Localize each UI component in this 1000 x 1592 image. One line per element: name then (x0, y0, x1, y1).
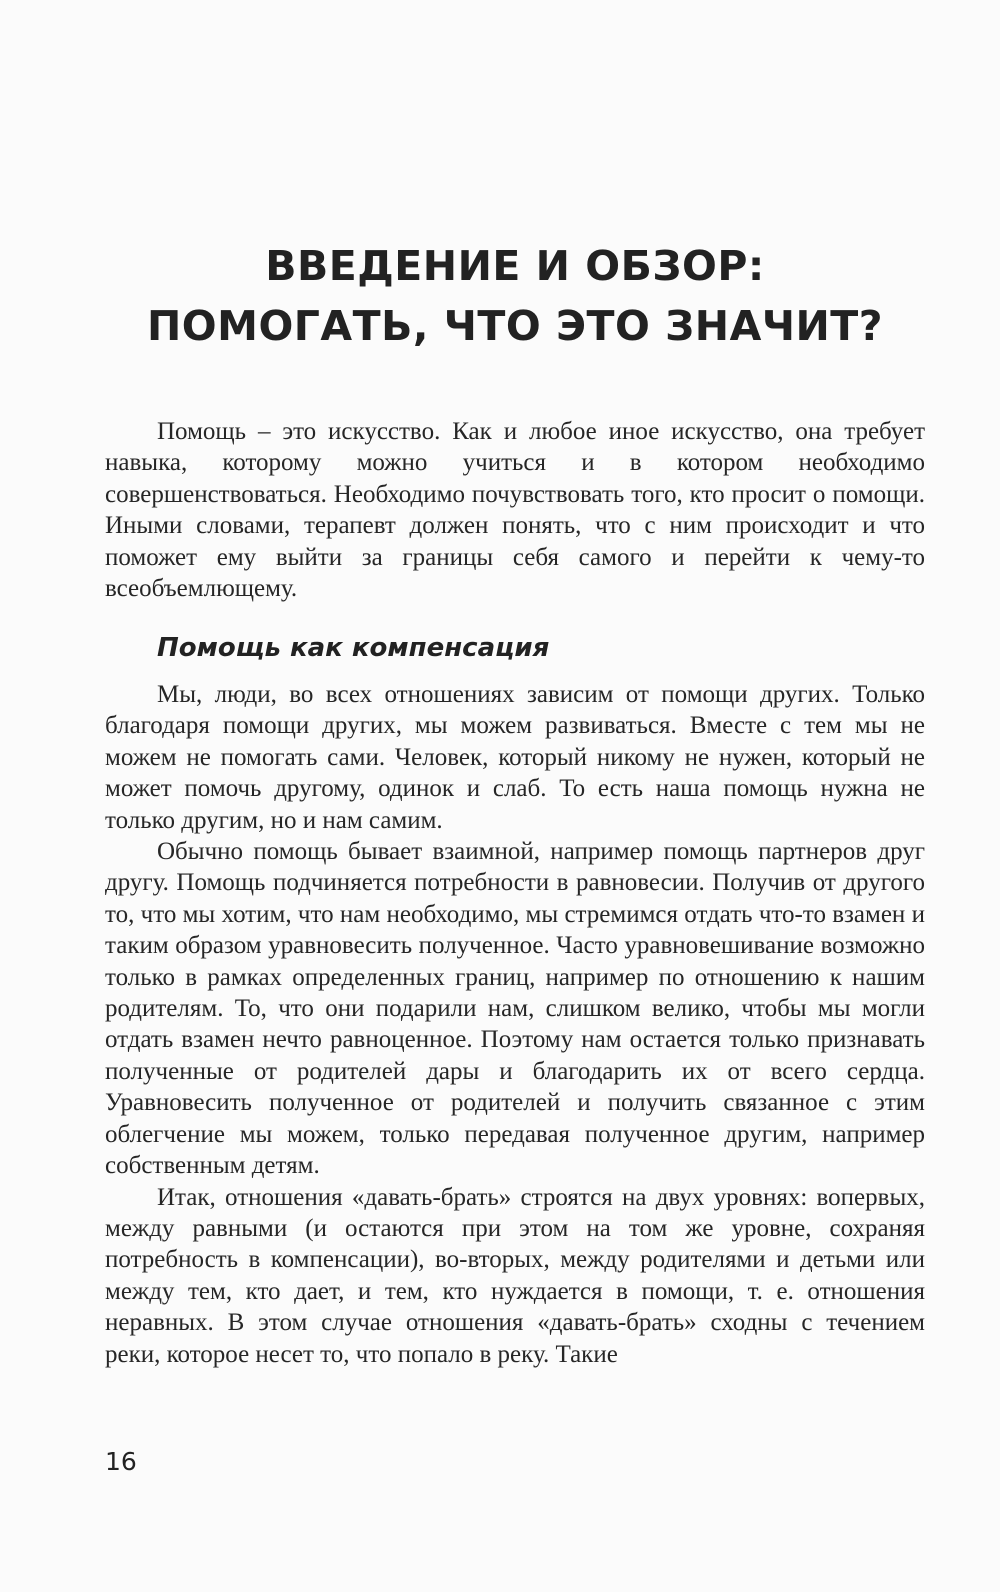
title-line-2: ПОМОГАТЬ, ЧТО ЭТО ЗНАЧИТ? (146, 302, 884, 350)
page-number: 16 (105, 1447, 137, 1476)
intro-block (105, 416, 925, 604)
paragraph: Итак, отношения «давать-брать» строятся на двух уровнях: вопервых, между равными (и остаются при этом на том же уровне, сохраняя потребность в компенсации), во-вторых, между родителями и детьми или между тем, кто дает, и тем, кто нуждается в помощи, т. е. отношения неравных. В этом случае отношения «давать-брать» сходны с течением реки, которое несет то, что попало в реку. Такие (105, 1183, 925, 1368)
section-heading: Помощь как компенсация (157, 633, 550, 663)
paragraph: Обычно помощь бывает взаимной, например помощь партнеров друг другу. Помощь подчиняется потребности в равновесии. Получив от другого то, что мы хотим, что нам необходимо, мы стремимся отдать что-то взамен и таким образом уравновесить полученное. Часто уравновешивание возможно только в рамках определенных границ, например по отношению к нашим родителям. То, что они подарили нам, слишком велико, чтобы мы могли отдать взамен нечто равноценное. Поэтому нам остается только признавать полученные от родителей дары и благодарить их от всего сердца. Уравновесить полученное от родителей и получить связанное с этим облегчение мы можем, только передавая полученное другим, например собственным детям. (105, 838, 925, 1180)
page-title (105, 236, 925, 356)
section-body (105, 679, 925, 1370)
paragraph: Мы, люди, во всех отношениях зависим от помощи других. Только благодаря помощи других, мы можем развиваться. Вместе с тем мы не можем не помогать сами. Человек, который никому не нужен, который не может помочь другому, одинок и слаб. То есть наша помощь нужна не только другим, но и нам самим. (105, 681, 925, 834)
title-line-1: ВВЕДЕНИЕ И ОБЗОР: (265, 242, 765, 290)
intro-paragraph: Помощь – это искусство. Как и любое иное искусство, она требует навыка, которому можно учиться и в котором необходимо совершенствоваться. Необходимо почувствовать того, кто просит о помощи. Иными словами, терапевт должен понять, что с ним происходит и что поможет ему выйти за границы себя самого и перейти к чему-то всеобъемлющему. (105, 418, 925, 603)
